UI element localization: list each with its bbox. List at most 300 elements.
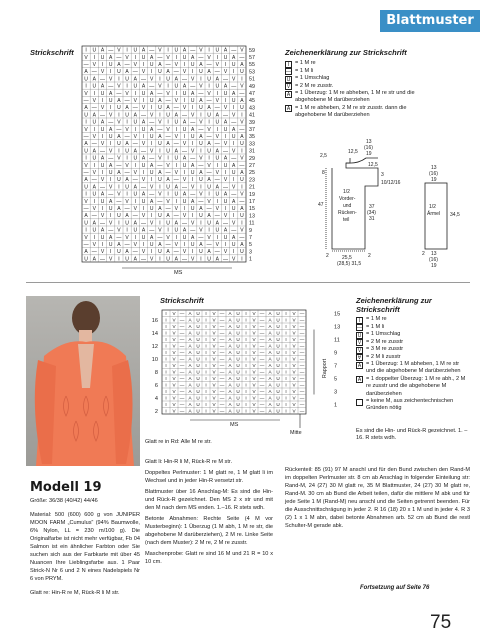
- top-stitch-symbol: V: [207, 54, 211, 61]
- model-title: Modell 19: [30, 480, 102, 495]
- top-stitch-symbol: I: [142, 98, 145, 104]
- legend-row: [356, 354, 468, 362]
- top-stitch-symbol: U: [240, 177, 244, 184]
- top-row-number: 47: [249, 91, 255, 97]
- sch-label: 3: [381, 172, 384, 178]
- top-stitch-symbol: I: [200, 148, 202, 155]
- top-stitch-symbol: A: [109, 126, 113, 133]
- top-stitch-symbol: U: [190, 62, 195, 68]
- maschenprobe: Maschenprobe: Glatt re sind 16 M und 21 R = 10 x 10 cm.: [145, 551, 273, 565]
- top-stitch-symbol: U: [158, 141, 162, 148]
- top-stitch-symbol: —: [149, 227, 155, 234]
- legend-text: = 2 M li zusstr: [366, 353, 401, 360]
- bottom-stitch-symbol: —: [299, 330, 305, 336]
- top-stitch-symbol: I: [110, 105, 112, 112]
- bottom-stitch-symbol: V: [212, 337, 216, 343]
- bottom-stitch-symbol: —: [259, 408, 265, 414]
- top-stitch-symbol: V: [182, 105, 187, 112]
- bottom-stitch-symbol: U: [236, 317, 240, 323]
- bottom-stitch-symbol: V: [292, 395, 296, 401]
- bottom-stitch-symbol: V: [252, 408, 256, 414]
- bottom-stitch-symbol: V: [292, 382, 296, 388]
- bottom-stitch-symbol: A: [188, 363, 192, 369]
- legend-row: [356, 324, 468, 332]
- sch-label: 2: [422, 251, 425, 257]
- top-stitch-symbol: U: [84, 220, 88, 227]
- top-stitch-symbol: —: [206, 242, 212, 248]
- bottom-stitch-symbol: U: [276, 311, 280, 317]
- top-stitch-symbol: A: [207, 141, 211, 148]
- bottom-legend-title: Zeichenerklärung zur Strickschrift: [356, 296, 432, 314]
- top-stitch-symbol: U: [92, 191, 97, 198]
- bottom-stitch-symbol: U: [276, 337, 280, 343]
- top-stitch-symbol: I: [101, 206, 104, 212]
- bottom-stitch-symbol: —: [299, 343, 305, 349]
- bottom-stitch-symbol: V: [252, 317, 256, 323]
- top-row-number: 41: [249, 112, 255, 119]
- top-stitch-symbol: V: [240, 83, 244, 90]
- bottom-stitch-symbol: V: [172, 389, 176, 395]
- top-stitch-symbol: V: [240, 155, 244, 162]
- top-stitch-symbol: V: [141, 249, 146, 256]
- page-number: 75: [430, 612, 452, 633]
- top-stitch-symbol: —: [182, 148, 187, 155]
- top-stitch-symbol: —: [149, 83, 155, 90]
- top-stitch-symbol: I: [200, 184, 202, 191]
- bottom-stitch-symbol: I: [245, 356, 247, 362]
- legend-symbol: I: [356, 317, 363, 324]
- top-stitch-symbol: U: [190, 206, 195, 212]
- top-stitch-symbol: —: [124, 242, 130, 248]
- text-column-1: [30, 497, 140, 600]
- top-stitch-symbol: —: [124, 170, 130, 176]
- top-stitch-symbol: —: [165, 242, 171, 248]
- legend-row: [285, 105, 425, 120]
- bottom-stitch-symbol: —: [259, 395, 265, 401]
- bottom-stitch-symbol: A: [268, 389, 272, 395]
- bottom-stitch-symbol: —: [259, 311, 265, 317]
- bottom-stitch-symbol: —: [219, 402, 225, 408]
- top-stitch-symbol: U: [149, 170, 154, 176]
- top-stitch-symbol: —: [100, 148, 105, 155]
- legend-row: [356, 346, 468, 354]
- top-stitch-symbol: U: [125, 256, 129, 263]
- top-stitch-symbol: —: [141, 184, 146, 191]
- bottom-stitch-symbol: V: [252, 350, 256, 356]
- top-row-number: 33: [249, 141, 255, 148]
- top-stitch-symbol: I: [126, 155, 128, 162]
- top-stitch-symbol: A: [125, 69, 129, 76]
- legend-text: = 3 M re zusstr: [366, 346, 404, 352]
- top-stitch-symbol: —: [116, 198, 122, 205]
- sch-label: (16): [429, 171, 438, 177]
- top-stitch-symbol: I: [85, 47, 87, 54]
- top-stitch-symbol: I: [85, 83, 87, 90]
- bottom-row-number-left: 2: [154, 409, 158, 415]
- top-stitch-symbol: A: [158, 170, 162, 176]
- bottom-stitch-symbol: U: [236, 408, 240, 414]
- top-stitch-symbol: I: [200, 220, 202, 227]
- top-stitch-symbol: A: [207, 105, 211, 112]
- legend-text: = 1 M re: [366, 316, 387, 322]
- top-stitch-symbol: I: [241, 148, 243, 155]
- top-stitch-symbol: V: [207, 90, 211, 97]
- bottom-legend: [356, 316, 468, 413]
- top-stitch-symbol: —: [223, 184, 228, 191]
- top-stitch-symbol: U: [117, 249, 121, 256]
- bottom-row-number-right: 3: [334, 389, 338, 396]
- bottom-stitch-symbol: V: [292, 376, 296, 382]
- top-stitch-symbol: U: [125, 112, 129, 119]
- bottom-stitch-symbol: V: [212, 350, 216, 356]
- top-stitch-symbol: A: [174, 220, 178, 227]
- top-stitch-symbol: V: [207, 162, 211, 169]
- top-stitch-symbol: A: [100, 227, 105, 234]
- top-stitch-symbol: U: [240, 141, 244, 148]
- top-stitch-symbol: I: [192, 177, 194, 184]
- bottom-stitch-symbol: A: [228, 376, 232, 382]
- bottom-stitch-symbol: A: [188, 324, 192, 330]
- abnahmen: Betonte Abnahmen: Rechte Seite (4 M vor Musterbeginn): 1 Überzug (1 M abh, 1 M re str, die abgehobene M darüberziehen), 2 M re. Linke Seite (nach dem Muster): 2 M re, 2 M re zusstr.: [145, 516, 273, 546]
- top-stitch-symbol: V: [182, 177, 187, 184]
- top-stitch-symbol: V: [133, 170, 137, 176]
- bottom-row-number-left: 16: [151, 318, 158, 324]
- top-stitch-symbol: V: [117, 119, 121, 126]
- bottom-stitch-symbol: —: [179, 369, 185, 375]
- top-stitch-symbol: A: [232, 162, 236, 169]
- top-stitch-symbol: V: [125, 234, 129, 241]
- top-stitch-symbol: I: [110, 249, 112, 256]
- top-stitch-symbol: —: [91, 213, 97, 220]
- top-stitch-symbol: I: [126, 83, 128, 90]
- top-stitch-symbol: —: [141, 220, 146, 227]
- top-stitch-symbol: V: [117, 191, 121, 198]
- top-stitch-symbol: U: [166, 220, 170, 227]
- top-legend: [285, 60, 425, 120]
- top-stitch-symbol: A: [240, 134, 244, 140]
- top-stitch-symbol: U: [125, 220, 129, 227]
- bottom-stitch-symbol: —: [259, 343, 265, 349]
- legend-text: = 2 M re zusstr: [366, 338, 404, 345]
- top-stitch-symbol: A: [223, 119, 228, 126]
- bottom-stitch-symbol: V: [292, 389, 296, 395]
- top-stitch-symbol: U: [215, 191, 220, 198]
- top-stitch-symbol: I: [93, 54, 95, 61]
- legend-row: [285, 90, 425, 105]
- legend-row: [285, 60, 425, 68]
- bottom-stitch-symbol: U: [196, 363, 200, 369]
- top-stitch-symbol: V: [215, 170, 219, 176]
- top-stitch-symbol: V: [232, 76, 236, 83]
- bottom-stitch-symbol: —: [179, 311, 185, 317]
- bottom-stitch-symbol: —: [299, 376, 305, 382]
- bottom-stitch-symbol: —: [179, 317, 185, 323]
- bottom-stitch-symbol: I: [165, 343, 167, 349]
- top-stitch-symbol: A: [215, 112, 219, 119]
- top-stitch-symbol: A: [109, 198, 113, 205]
- top-stitch-symbol: U: [108, 62, 113, 68]
- top-row-number: 27: [249, 163, 255, 169]
- sch-label: 37: [369, 204, 375, 210]
- top-stitch-symbol: U: [199, 141, 203, 148]
- top-stitch-symbol: I: [142, 134, 145, 140]
- bottom-stitch-symbol: V: [252, 402, 256, 408]
- bottom-stitch-symbol: V: [252, 356, 256, 362]
- bottom-stitch-symbol: —: [259, 330, 265, 336]
- top-row-number: 43: [249, 105, 255, 112]
- top-stitch-symbol: —: [157, 90, 163, 97]
- bottom-stitch-symbol: V: [292, 317, 296, 323]
- top-stitch-symbol: A: [166, 141, 170, 148]
- bottom-stitch-symbol: I: [285, 402, 287, 408]
- top-stitch-symbol: —: [214, 177, 220, 184]
- bottom-stitch-symbol: —: [299, 324, 305, 330]
- top-stitch-symbol: A: [166, 213, 170, 220]
- top-stitch-symbol: U: [84, 184, 88, 191]
- bottom-stitch-symbol: U: [276, 356, 280, 362]
- bottom-row-number-left: 4: [154, 396, 158, 402]
- bottom-stitch-symbol: —: [219, 356, 225, 362]
- schematic-svg: [318, 138, 478, 268]
- top-stitch-symbol: A: [92, 148, 96, 155]
- top-row-number: 13: [249, 213, 255, 220]
- bottom-stitch-symbol: —: [179, 408, 185, 414]
- top-stitch-symbol: I: [208, 47, 210, 54]
- top-stitch-symbol: U: [149, 62, 154, 68]
- bottom-stitch-symbol: A: [188, 389, 192, 395]
- top-stitch-symbol: —: [165, 134, 171, 140]
- top-stitch-symbol: A: [141, 119, 146, 126]
- legend-row: [356, 361, 468, 376]
- legend-text: = 1 Umschlag: [366, 331, 401, 337]
- bottom-stitch-symbol: I: [165, 395, 167, 401]
- top-stitch-symbol: A: [191, 198, 195, 205]
- bottom-stitch-symbol: V: [252, 369, 256, 375]
- top-stitch-symbol: U: [231, 62, 236, 68]
- bottom-ms-label: MS: [230, 422, 239, 428]
- bottom-stitch-symbol: I: [165, 408, 167, 414]
- top-stitch-symbol: I: [159, 76, 161, 83]
- top-stitch-symbol: V: [92, 98, 96, 104]
- top-stitch-symbol: V: [125, 90, 129, 97]
- top-stitch-symbol: U: [84, 76, 88, 83]
- top-stitch-symbol: I: [93, 198, 95, 205]
- top-stitch-symbol: V: [199, 119, 203, 126]
- top-stitch-symbol: U: [174, 83, 179, 90]
- top-stitch-symbol: V: [215, 206, 219, 212]
- bottom-stitch-symbol: I: [205, 330, 207, 336]
- bottom-stitch-symbol: U: [236, 356, 240, 362]
- top-stitch-symbol: U: [199, 105, 203, 112]
- bottom-stitch-symbol: I: [205, 317, 207, 323]
- top-row-number: 19: [249, 191, 255, 198]
- sch-label: 47: [318, 202, 324, 208]
- top-stitch-symbol: U: [190, 170, 195, 176]
- bottom-stitch-symbol: —: [299, 382, 305, 388]
- top-stitch-symbol: V: [109, 148, 113, 155]
- top-stitch-symbol: —: [231, 83, 237, 90]
- top-stitch-symbol: I: [192, 249, 194, 256]
- legend-row: [356, 339, 468, 347]
- bottom-stitch-symbol: I: [205, 408, 207, 414]
- top-stitch-symbol: V: [150, 112, 154, 119]
- perlmuster: Doppeltes Perlmuster: 1 M glatt re, 1 M glatt li im Wechsel und in jeder Hin-R versetzt str.: [145, 470, 273, 484]
- top-stitch-symbol: I: [93, 126, 95, 133]
- top-stitch-symbol: —: [214, 249, 220, 256]
- bottom-stitch-symbol: A: [228, 343, 232, 349]
- legend-row: [285, 68, 425, 76]
- top-stitch-symbol: —: [231, 227, 237, 234]
- top-stitch-symbol: I: [134, 234, 136, 241]
- top-stitch-symbol: V: [158, 155, 162, 162]
- bottom-stitch-symbol: I: [245, 382, 247, 388]
- bottom-stitch-symbol: U: [276, 382, 280, 388]
- top-stitch-symbol: I: [208, 155, 210, 162]
- top-stitch-symbol: A: [133, 148, 137, 155]
- top-row-number: 45: [249, 98, 255, 105]
- top-stitch-symbol: —: [149, 47, 155, 54]
- bottom-stitch-symbol: V: [252, 389, 256, 395]
- top-stitch-symbol: I: [216, 54, 218, 61]
- legend-symbol: —: [286, 69, 291, 75]
- bottom-stitch-symbol: V: [172, 402, 176, 408]
- sch-label: 19: [431, 177, 437, 183]
- top-stitch-symbol: A: [125, 105, 129, 112]
- top-stitch-symbol: A: [100, 155, 105, 162]
- top-stitch-symbol: U: [100, 198, 105, 205]
- top-stitch-symbol: —: [108, 119, 114, 126]
- top-stitch-symbol: V: [232, 256, 236, 263]
- legend-symbol: A: [286, 106, 291, 113]
- top-stitch-symbol: —: [206, 206, 212, 212]
- bottom-stitch-symbol: I: [285, 395, 287, 401]
- top-stitch-symbol: U: [215, 47, 220, 54]
- top-stitch-symbol: I: [151, 249, 153, 256]
- bottom-stitch-symbol: A: [228, 337, 232, 343]
- top-row-number: 7: [249, 235, 252, 241]
- top-stitch-symbol: A: [182, 83, 187, 90]
- top-stitch-symbol: U: [174, 155, 179, 162]
- top-stitch-symbol: V: [84, 90, 88, 97]
- bottom-stitch-symbol: U: [196, 369, 200, 375]
- photo-illustration: [26, 296, 140, 466]
- sch-label: 13: [431, 251, 437, 257]
- top-stitch-symbol: I: [142, 206, 145, 212]
- top-stitch-symbol: I: [126, 227, 128, 234]
- top-stitch-symbol: —: [223, 76, 228, 83]
- bottom-stitch-symbol: —: [259, 363, 265, 369]
- bottom-stitch-symbol: I: [285, 343, 287, 349]
- top-stitch-symbol: U: [100, 234, 105, 241]
- top-stitch-symbol: A: [125, 177, 129, 184]
- sch-label: 12,5: [348, 149, 358, 155]
- bottom-stitch-symbol: —: [299, 389, 305, 395]
- top-stitch-symbol: I: [167, 83, 169, 90]
- top-stitch-symbol: I: [126, 191, 128, 198]
- bottom-stitch-symbol: V: [292, 356, 296, 362]
- bottom-row-number-left: 14: [151, 331, 158, 337]
- top-stitch-symbol: V: [109, 220, 113, 227]
- top-stitch-symbol: I: [233, 69, 235, 76]
- top-stitch-symbol: U: [174, 191, 179, 198]
- glatt-re: Glatt re: Hin-R re M, Rück-R li M str.: [30, 590, 120, 596]
- top-stitch-symbol: U: [223, 126, 228, 133]
- bottom-stitch-symbol: U: [196, 376, 200, 382]
- bottom-stitch-symbol: A: [188, 356, 192, 362]
- top-stitch-symbol: V: [240, 191, 244, 198]
- top-stitch-symbol: U: [141, 234, 146, 241]
- sch-label: (16): [364, 145, 373, 151]
- legend-symbol: U: [357, 332, 362, 339]
- top-stitch-symbol: U: [240, 69, 244, 76]
- bottom-stitch-symbol: V: [292, 330, 296, 336]
- top-stitch-symbol: A: [150, 90, 154, 97]
- top-stitch-symbol: A: [133, 256, 137, 263]
- top-stitch-symbol: U: [100, 162, 105, 169]
- bottom-stitch-symbol: A: [268, 343, 272, 349]
- top-stitch-symbol: —: [223, 112, 228, 119]
- legend-text: = 2 M re zusstr.: [295, 82, 334, 89]
- top-stitch-symbol: I: [101, 98, 104, 104]
- bottom-stitch-symbol: U: [196, 330, 200, 336]
- top-row-number: 31: [249, 148, 255, 155]
- top-stitch-symbol: U: [92, 155, 97, 162]
- top-stitch-symbol: I: [101, 62, 104, 68]
- bottom-stitch-symbol: —: [299, 369, 305, 375]
- top-stitch-symbol: A: [207, 249, 211, 256]
- top-stitch-symbol: A: [84, 69, 88, 76]
- bottom-stitch-symbol: I: [165, 324, 167, 330]
- legend-symbol: —: [357, 325, 362, 331]
- top-stitch-symbol: I: [216, 126, 218, 133]
- top-stitch-symbol: I: [183, 206, 186, 212]
- top-stitch-symbol: A: [232, 126, 236, 133]
- bottom-stitch-symbol: I: [245, 408, 247, 414]
- bottom-stitch-symbol: U: [196, 324, 200, 330]
- legend-symbol: [356, 399, 363, 406]
- bottom-stitch-symbol: V: [172, 408, 176, 414]
- top-stitch-symbol: U: [174, 119, 179, 126]
- bottom-stitch-symbol: V: [292, 337, 296, 343]
- top-stitch-symbol: U: [190, 98, 195, 104]
- top-row-number: 23: [249, 177, 255, 184]
- top-stitch-symbol: A: [117, 170, 121, 176]
- bottom-stitch-symbol: —: [219, 350, 225, 356]
- bottom-stitch-symbol: U: [276, 389, 280, 395]
- bottom-stitch-symbol: —: [219, 324, 225, 330]
- top-stitch-symbol: U: [133, 155, 138, 162]
- top-stitch-symbol: A: [150, 126, 154, 133]
- top-row-number: 25: [249, 170, 255, 177]
- top-stitch-symbol: U: [133, 191, 138, 198]
- top-stitch-symbol: A: [232, 90, 236, 97]
- top-stitch-symbol: I: [167, 191, 169, 198]
- top-stitch-symbol: U: [100, 54, 105, 61]
- top-stitch-symbol: V: [100, 249, 105, 256]
- bottom-stitch-symbol: I: [245, 317, 247, 323]
- bottom-stitch-symbol: V: [292, 402, 296, 408]
- top-stitch-symbol: I: [216, 90, 218, 97]
- text-column-3: [285, 466, 470, 533]
- text-column-2: [145, 458, 273, 569]
- top-stitch-symbol: U: [133, 227, 138, 234]
- bottom-stitch-symbol: V: [212, 402, 216, 408]
- top-stitch-symbol: U: [199, 177, 203, 184]
- top-stitch-symbol: I: [208, 119, 210, 126]
- top-stitch-symbol: I: [233, 213, 235, 220]
- top-stitch-symbol: —: [190, 119, 196, 126]
- legend-symbol: V: [357, 347, 362, 354]
